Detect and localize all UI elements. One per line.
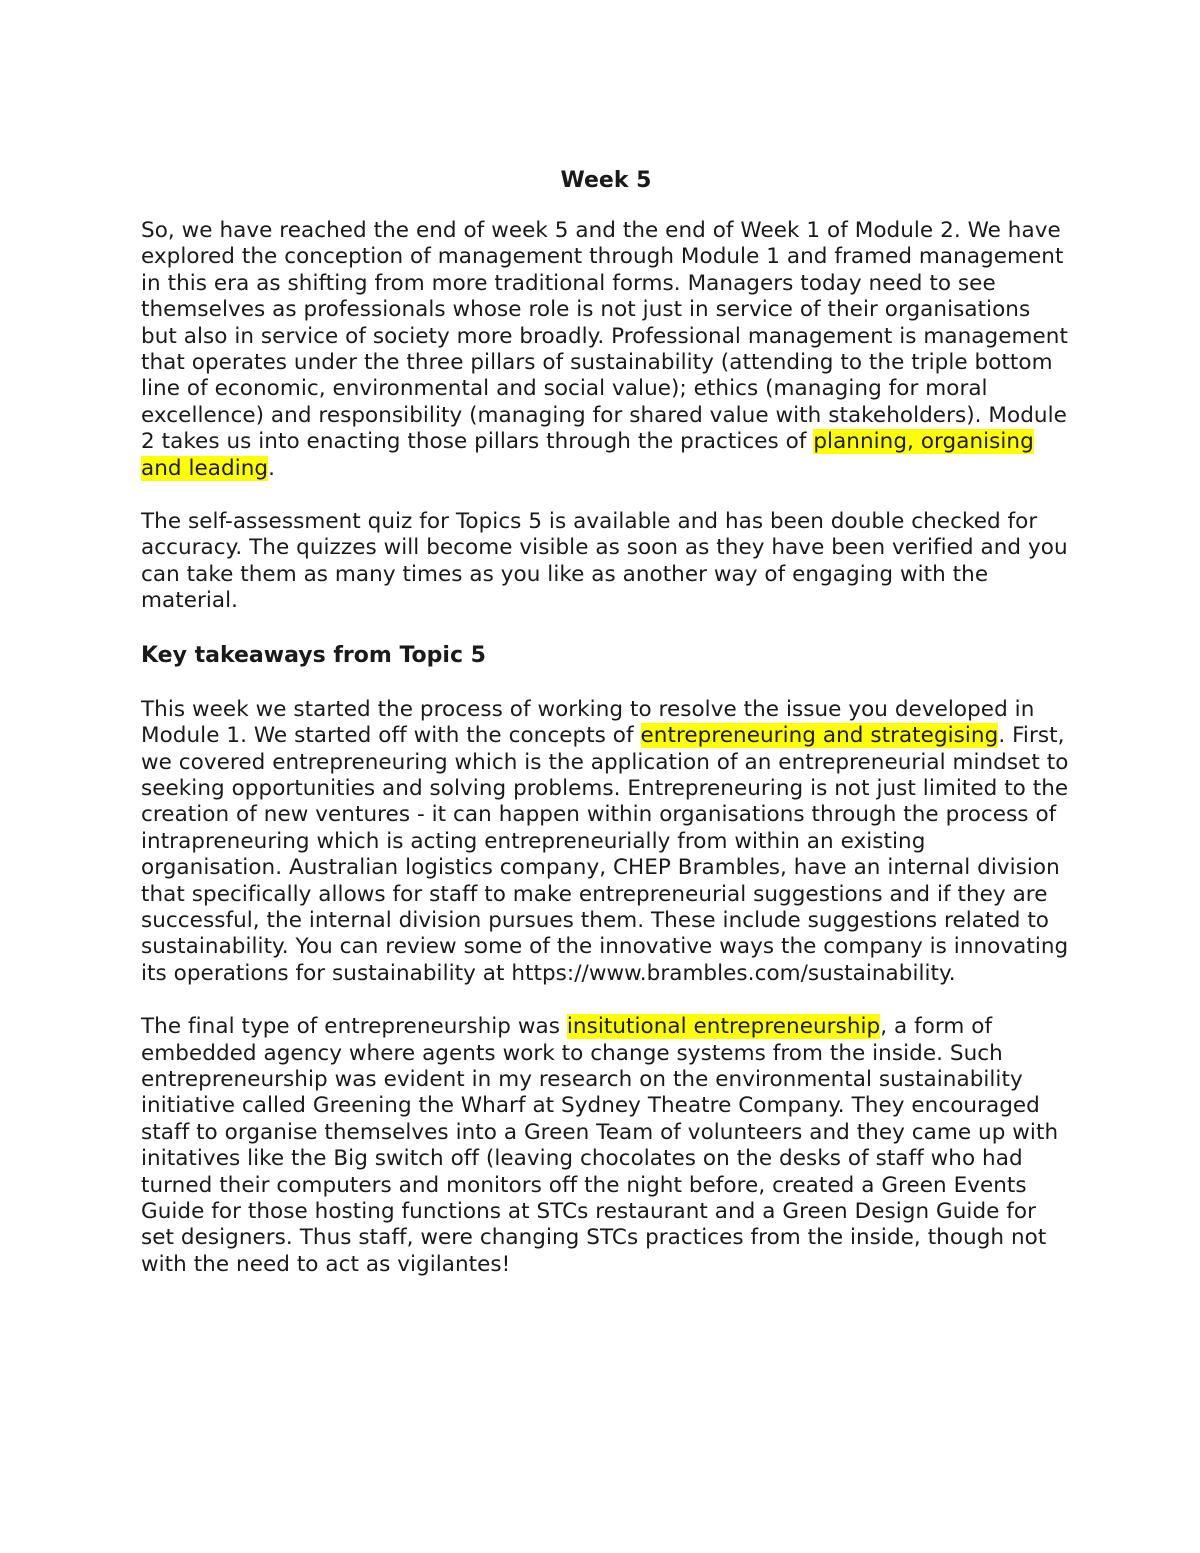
- intro-end: .: [268, 455, 275, 481]
- highlight-planning: planning, organising and leading: [141, 429, 1034, 481]
- document-page: [141, 166, 1071, 1278]
- takeaways-text-after: . First, we covered entrepreneuring which is the application of an entrepreneurial mindset to seeking opportunities and solving problems. Entrepreneuring is not just limited to the creation of new ventures - it can happen within organisations through the process of intrapreneuring which is acting entrepreneurially from within an existing organisation. Australian logistics company, CHEP Brambles, have an internal division that specifically allows for staff to make entrepreneurial suggestions and if they are successful, the internal division pursues them. These include suggestions related to sustainability. You can review some of the innovative ways the company is innovating its operations for sustainability at https://www.brambles.com/sustainability.: [141, 723, 1069, 986]
- page-title: Week 5: [560, 168, 652, 193]
- intro-paragraph: [141, 218, 1071, 482]
- takeaways-paragraph: [141, 697, 1071, 987]
- quiz-paragraph: The self-assessment quiz for Topics 5 is available and has been double checked for accuracy. The quizzes will become visible as soon as they have been verified and you can take them as many times as you like as another way of engaging with the material.: [141, 509, 1068, 614]
- takeaways-text-before: This week we started the process of working to resolve the issue you developed in Module 1. We started off with the concepts of: [141, 696, 1035, 749]
- section-heading: Key takeaways from Topic 5: [141, 642, 486, 668]
- intro-text: So, we have reached the end of week 5 and the end of Week 1 of Module 2. We have explored the conception of management through Module 1 and framed management in this era as shifting from more traditional forms. Managers today need to see themselves as professionals whose role is not just in service of their organisations but also in service of society more broadly. Professional management is management that operates under the three pillars of sustainability (attending to the triple bottom line of economic, environmental and social value); ethics (managing for moral excellence) and responsibility (managing for shared value with stakeholders). Module 2 takes us into enacting those pillars through the practices of: [141, 218, 1068, 455]
- institutional-paragraph: [141, 1014, 1071, 1278]
- highlight-institutional: insitutional entrepreneurship: [566, 1014, 881, 1040]
- institutional-text-before: The final type of entrepreneurship was: [141, 1014, 567, 1040]
- institutional-text-after: , a form of embedded agency where agents work to change systems from the inside. Such entrepreneurship was evident in my research on the environmental sustainability initiative called Greening the Wharf at Sydney Theatre Company. They encouraged staff to organise themselves into a Green Team of volunteers and they came up with initatives like the Big switch off (leaving chocolates on the desks of staff who had turned their computers and monitors off the night before, created a Green Events Guide for those hosting functions at STCs restaurant and a Green Design Guide for set designers. Thus staff, were changing STCs practices from the inside, though not with the need to act as vigilantes!: [141, 1014, 1059, 1277]
- highlight-entrepreneuring: entrepreneuring and strategising: [640, 723, 999, 749]
